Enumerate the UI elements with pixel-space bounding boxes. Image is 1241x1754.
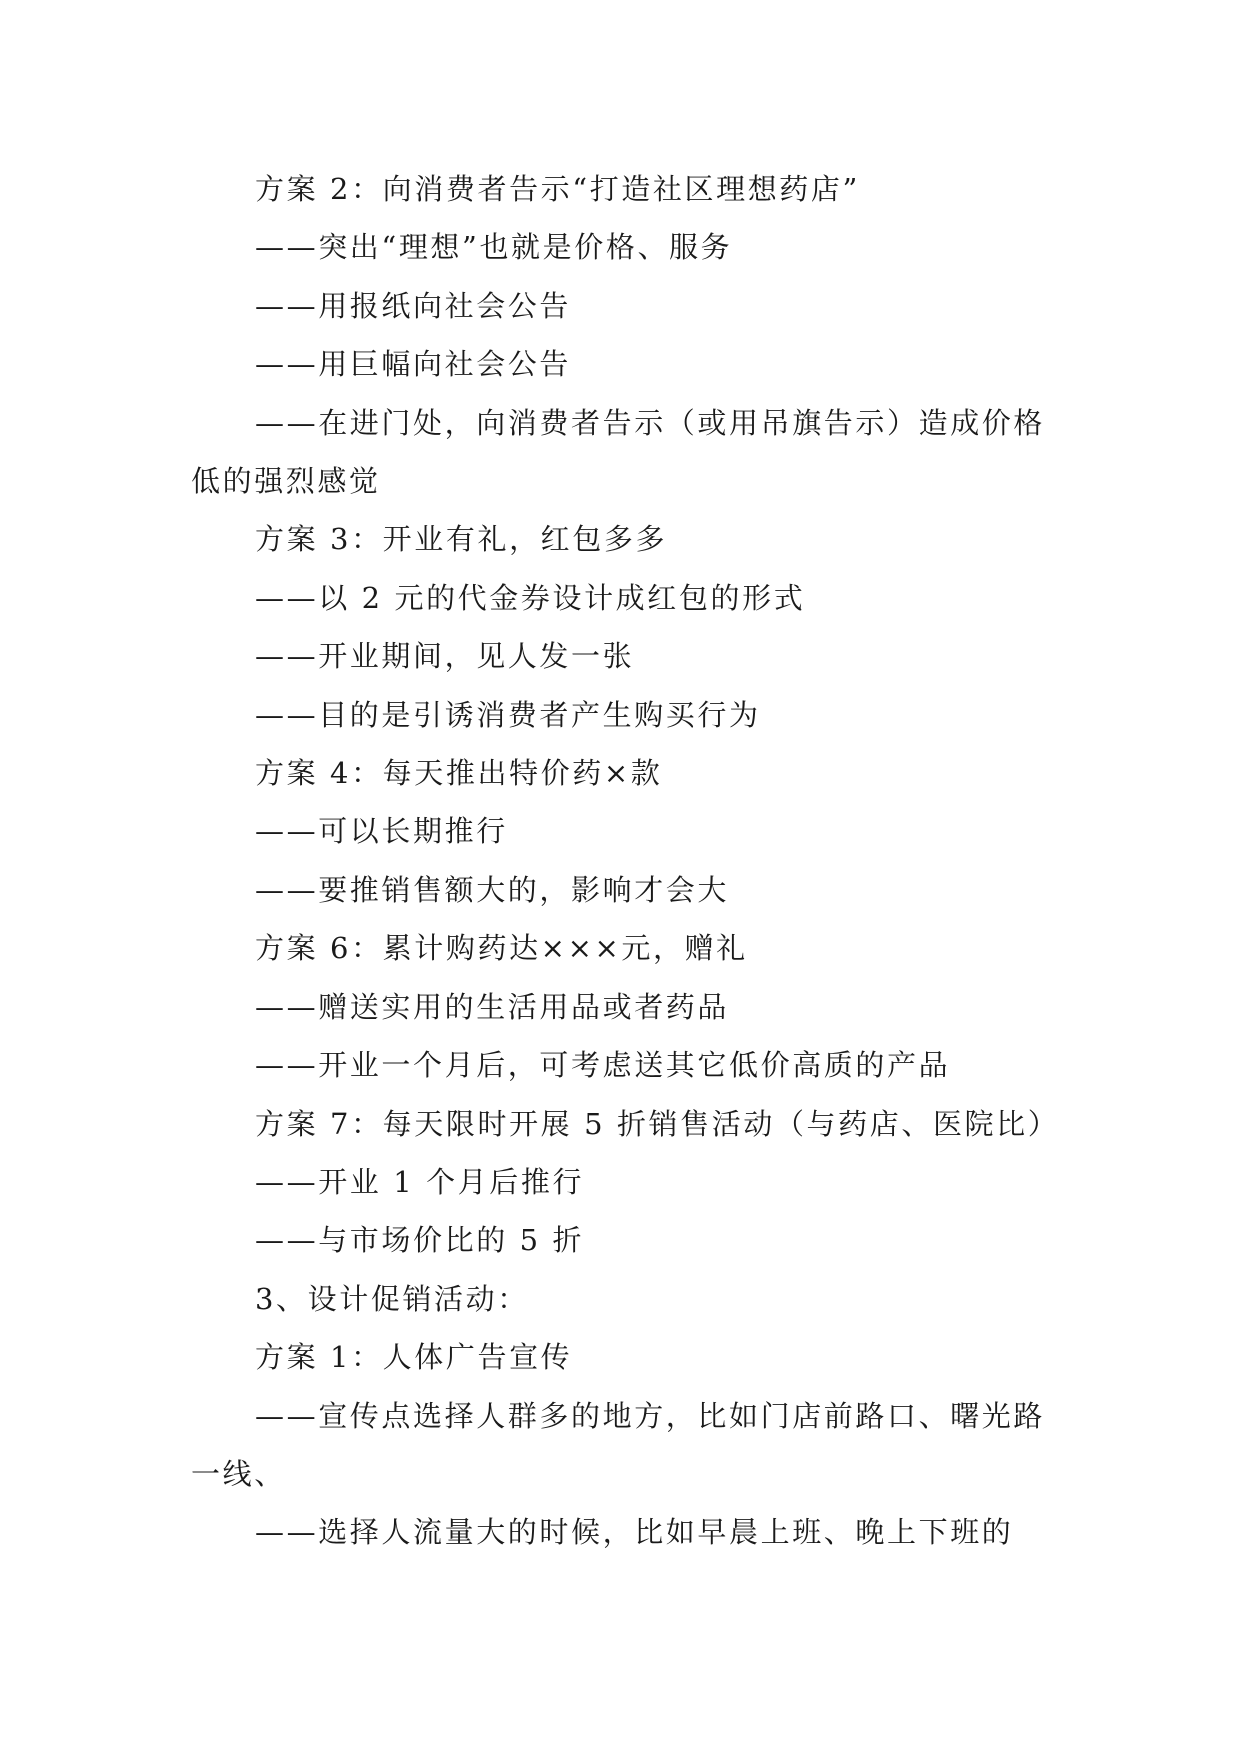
paragraph: 方案 3：开业有礼，红包多多	[255, 522, 668, 557]
paragraph: ——宣传点选择人群多的地方，比如门店前路口、曙光路一线、	[191, 1398, 1046, 1491]
paragraph: ——用巨幅向社会公告	[255, 347, 572, 382]
paragraph: ——在进门处，向消费者告示（或用吊旗告示）造成价格低的强烈感觉	[191, 405, 1046, 499]
paragraph: 方案 6：累计购药达×××元，赠礼	[255, 931, 748, 966]
paragraph: ——可以长期推行	[255, 814, 508, 849]
paragraph: 方案 7：每天限时开展 5 折销售活动（与药店、医院比）	[255, 1106, 1060, 1141]
paragraph: ——以 2 元的代金券设计成红包的形式	[255, 580, 806, 615]
paragraph: ——用报纸向社会公告	[255, 288, 572, 323]
paragraph: ——要推销售额大的，影响才会大	[255, 872, 730, 907]
paragraph: 方案 2：向消费者告示“打造社区理想药店”	[255, 172, 860, 206]
paragraph: ——选择人流量大的时候，比如早晨上班、晚上下班的	[255, 1515, 1014, 1550]
paragraph: ——开业期间，见人发一张	[255, 639, 635, 674]
paragraph: 方案 1：人体广告宣传	[255, 1340, 573, 1375]
paragraph: ——开业一个月后，可考虑送其它低价高质的产品	[255, 1048, 951, 1083]
document-body	[191, 160, 1061, 1562]
paragraph: ——赠送实用的生活用品或者药品	[255, 989, 730, 1024]
paragraph: 方案 4：每天推出特价药×款	[255, 756, 663, 791]
paragraph: ——与市场价比的 5 折	[255, 1223, 585, 1258]
paragraph: 3、设计促销活动：	[255, 1281, 529, 1316]
paragraph: ——目的是引诱消费者产生购买行为	[255, 697, 761, 732]
paragraph: ——突出“理想”也就是价格、服务	[255, 230, 733, 265]
paragraph: ——开业 1 个月后推行	[255, 1164, 585, 1199]
